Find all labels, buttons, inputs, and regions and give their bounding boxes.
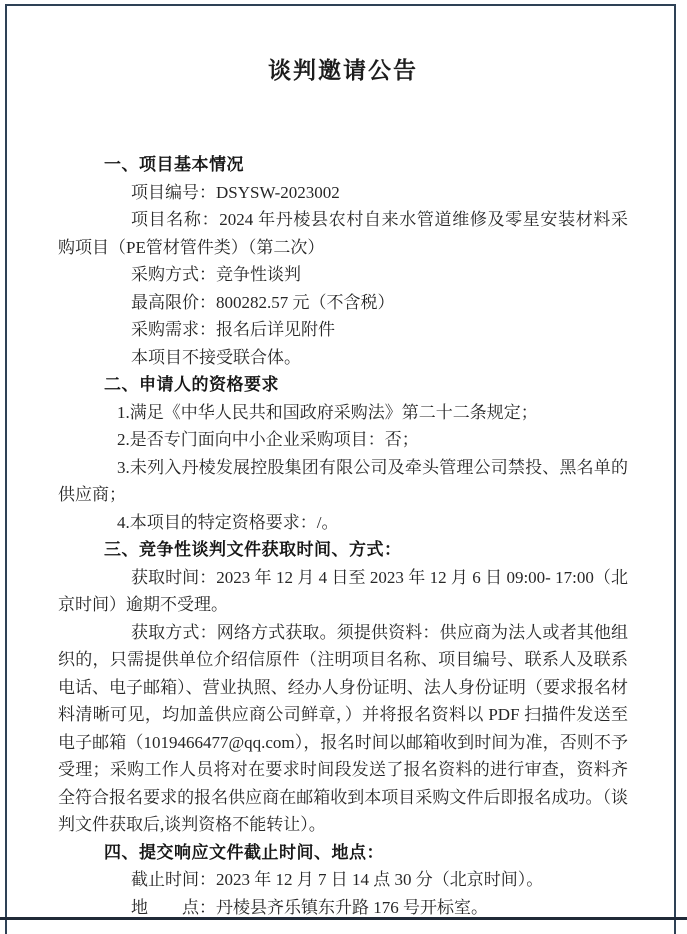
section-heading-3: 三、竞争性谈判文件获取时间、方式：: [104, 540, 402, 559]
acquisition-method: 获取方式：网络方式获取。须提供资料：供应商为法人或者其他组织的，只需提供单位介绍信原件（注明项目名称、项目编号、联系人及联系电话、电子邮箱）、营业执照、经办人身份证明、法人身份证明（要求报名材料清晰可见，均加盖供应商公司鲜章，）并将报名资料以 PDF 扫描件发送至电子邮箱（1019466477@qq.com），报名时间以邮箱收到时间为准，否则不予受理；采购工作人员将对在要求时间段发送了报名资料的进行审查，资料齐全符合报名要求的报名供应商在邮箱收到本项目采购文件后即报名成功。（谈判文件获取后,谈判资格不能转让）。: [58, 622, 628, 834]
deadline-time: 截止时间：2023 年 12 月 7 日 14 点 30 分（北京时间）。: [131, 870, 544, 889]
project-name: 项目名称：2024 年丹棱县农村自来水管道维修及零星安装材料采购项目（PE管材管件类）（第二次）: [58, 210, 628, 257]
qualification-item-1: 1.满足《中华人民共和国政府采购法》第二十二条规定；: [117, 402, 538, 422]
project-number: 项目编号：DSYSW-2023002: [131, 182, 340, 202]
procurement-method: 采购方式：竞争性谈判: [131, 265, 301, 284]
qualification-item-3: 3.未列入丹棱发展控股集团有限公司及牵头管理公司禁投、黑名单的供应商；: [58, 457, 628, 504]
section-heading-1: 一、项目基本情况: [104, 155, 244, 174]
document-title: 谈判邀请公告: [268, 58, 418, 83]
section-heading-2: 二、申请人的资格要求: [104, 375, 279, 394]
document-body: [58, 151, 628, 921]
acquisition-time: 获取时间：2023 年 12 月 4 日至 2023 年 12 月 6 日 09:00- 17:00（北京时间）逾期不受理。: [58, 567, 628, 614]
qualification-item-4: 4.本项目的特定资格要求：/。: [117, 512, 339, 532]
qualification-item-2: 2.是否专门面向中小企业采购项目：否；: [117, 430, 419, 449]
procurement-requirements: 采购需求：报名后详见附件: [131, 320, 335, 339]
consortium-note: 本项目不接受联合体。: [131, 347, 301, 367]
section-heading-4: 四、提交响应文件截止时间、地点：: [104, 842, 384, 862]
deadline-location: 地 点：丹棱县齐乐镇东升路 176 号开标室。: [131, 897, 488, 917]
price-ceiling: 最高限价：800282.57 元（不含税）: [131, 292, 395, 312]
